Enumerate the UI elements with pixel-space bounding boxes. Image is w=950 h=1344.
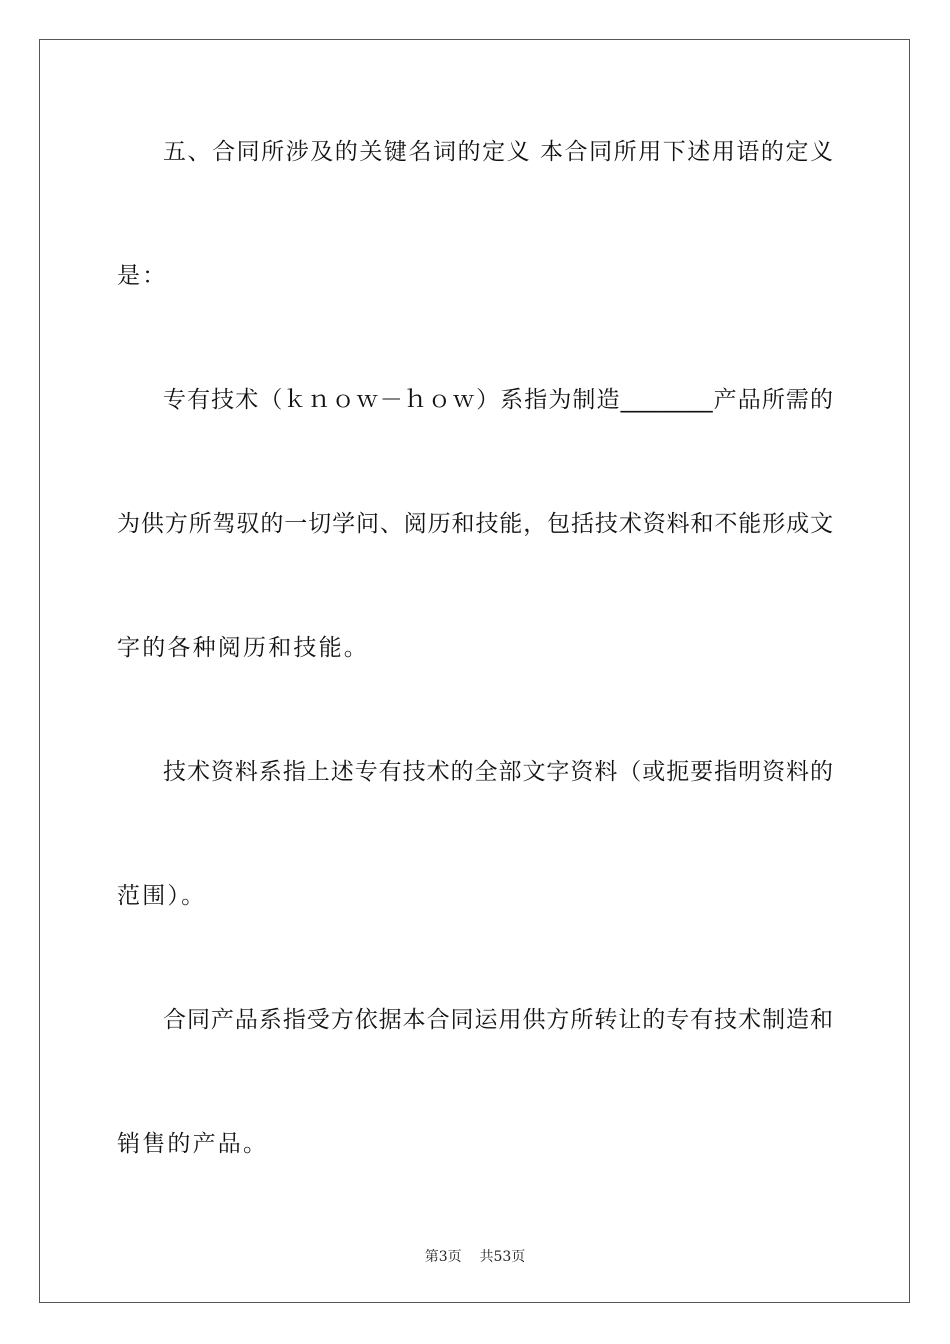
paragraph-line: 专有技术（ｋｎｏｗ－ｈｏｗ）系指为制造________产品所需的 (163, 387, 833, 413)
paragraph-line: 字的各种阅历和技能。 (117, 635, 369, 661)
page-border (39, 39, 910, 1303)
page-total: 共53页 (479, 1249, 526, 1265)
paragraph-line: 技术资料系指上述专有技术的全部文字资料（或扼要指明资料的 (163, 759, 833, 785)
paragraph-line: 销售的产品。 (117, 1131, 269, 1157)
paragraph-line: 五、合同所涉及的关键名词的定义 本合同所用下述用语的定义 (163, 139, 833, 165)
page-number: 第3页 (424, 1249, 462, 1265)
paragraph-line: 为供方所驾驭的一切学问、阅历和技能，包括技术资料和不能形成文 (117, 511, 833, 537)
paragraph-line: 是： (117, 263, 168, 289)
paragraph-line: 范围）。 (117, 883, 207, 909)
page-footer (0, 1248, 950, 1266)
paragraph-line: 合同产品系指受方依据本合同运用供方所转让的专有技术制造和 (163, 1007, 833, 1033)
